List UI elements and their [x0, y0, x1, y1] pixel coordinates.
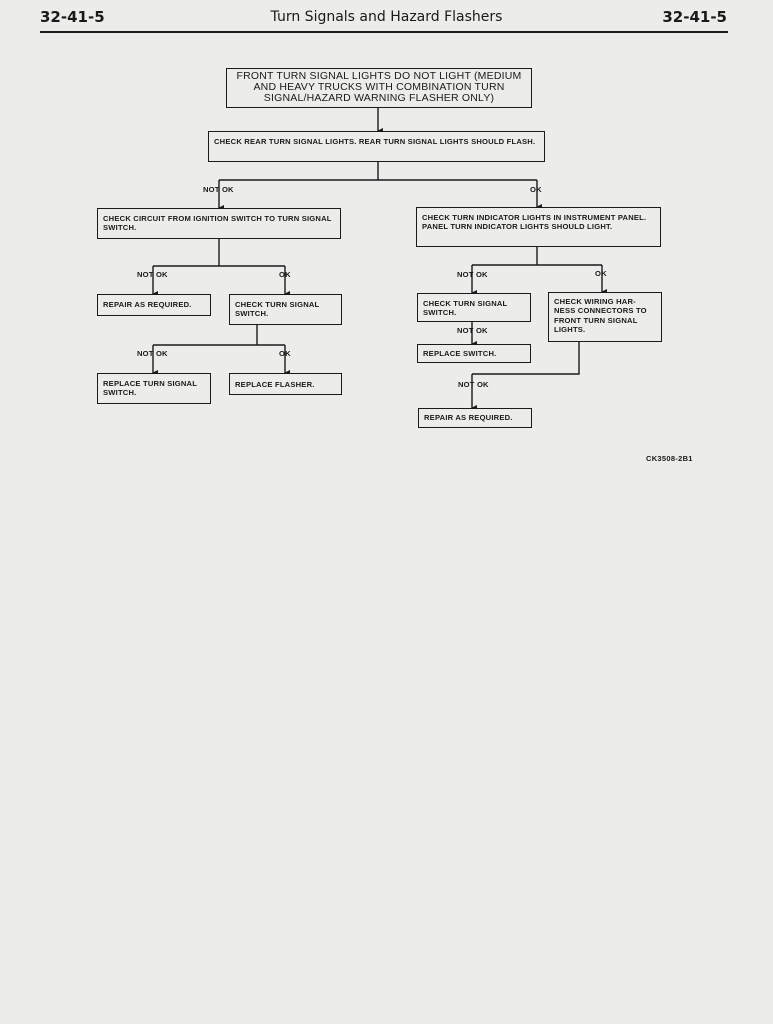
label-not-ok-indicator: NOT OK	[457, 270, 488, 279]
page-title: Turn Signals and Hazard Flashers	[270, 9, 503, 25]
check-switch-right-box: CHECK TURN SIGNAL SWITCH.	[417, 293, 531, 322]
replace-turn-signal-switch-box: REPLACE TURN SIGNAL SWITCH.	[97, 373, 211, 404]
label-ok-circuit: OK	[279, 270, 291, 279]
label-not-ok-circuit: NOT OK	[137, 270, 168, 279]
label-not-ok-rear: NOT OK	[203, 185, 234, 194]
page-number-right: 32-41-5	[662, 8, 727, 26]
label-not-ok-wiring: NOT OK	[458, 380, 489, 389]
replace-flasher-box: REPLACE FLASHER.	[229, 373, 342, 395]
start-box: FRONT TURN SIGNAL LIGHTS DO NOT LIGHT (MEDIUM AND HEAVY TRUCKS WITH COMBINATION TURN SIGNAL/HAZARD WARNING FLASHER ONLY)	[226, 68, 532, 108]
label-ok-indicator: OK	[595, 269, 607, 278]
replace-switch-box: REPLACE SWITCH.	[417, 344, 531, 363]
check-wiring-box: CHECK WIRING HAR- NESS CONNECTORS TO FRONT TURN SIGNAL LIGHTS.	[548, 292, 662, 342]
label-ok-switch-left: OK	[279, 349, 291, 358]
repair-bottom-box: REPAIR AS REQUIRED.	[418, 408, 532, 428]
header-rule	[40, 31, 728, 33]
repair-left-box: REPAIR AS REQUIRED.	[97, 294, 211, 316]
page-number-left: 32-41-5	[40, 8, 105, 26]
label-ok-rear: OK	[530, 185, 542, 194]
label-not-ok-switch-left: NOT OK	[137, 349, 168, 358]
check-rear-box: CHECK REAR TURN SIGNAL LIGHTS. REAR TURN SIGNAL LIGHTS SHOULD FLASH.	[208, 131, 545, 162]
label-not-ok-switch-right: NOT OK	[457, 326, 488, 335]
figure-code: CK3508-2B1	[646, 454, 693, 463]
check-circuit-box: CHECK CIRCUIT FROM IGNITION SWITCH TO TURN SIGNAL SWITCH.	[97, 208, 341, 239]
check-indicator-box: CHECK TURN INDICATOR LIGHTS IN INSTRUMENT PANEL. PANEL TURN INDICATOR LIGHTS SHOULD LIGHT.	[416, 207, 661, 247]
check-switch-left-box: CHECK TURN SIGNAL SWITCH.	[229, 294, 342, 325]
